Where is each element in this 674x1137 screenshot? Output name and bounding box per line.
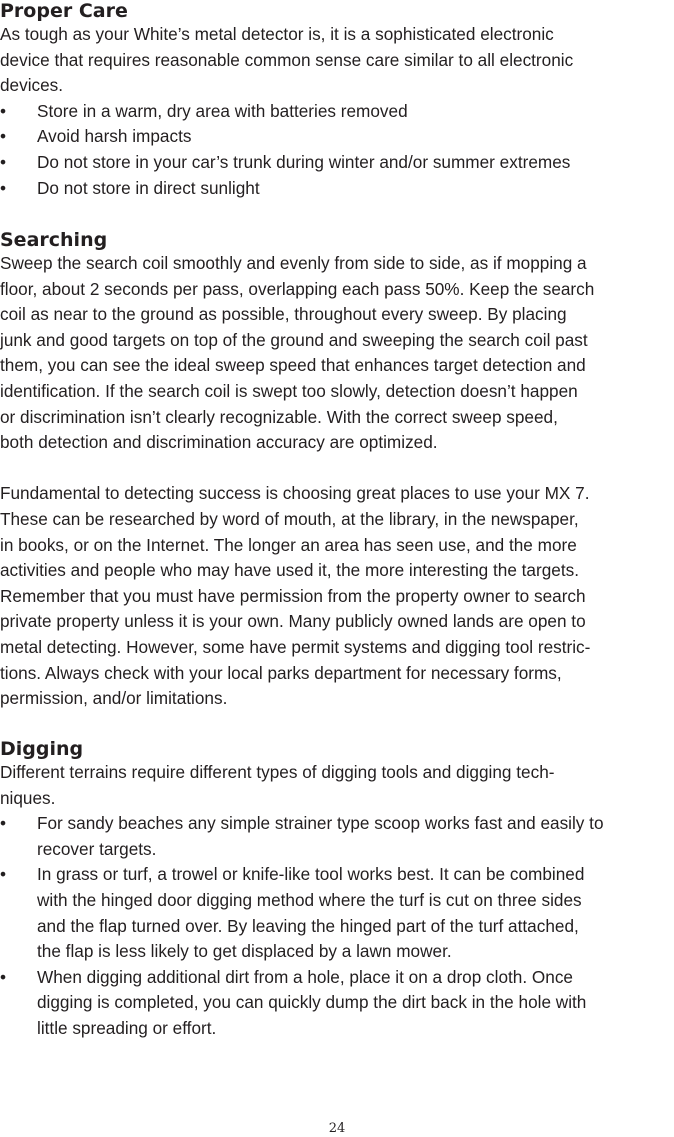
text-line: Different terrains require different types of digging tools and digging tech- xyxy=(0,762,555,782)
proper-care-list xyxy=(0,99,573,201)
list-item xyxy=(0,124,573,150)
list-item xyxy=(0,811,604,862)
text-line: device that requires reasonable common sense care similar to all electronic xyxy=(0,49,574,70)
bullet-icon: • xyxy=(0,966,7,987)
searching-paragraph-1 xyxy=(0,251,594,456)
text-line: identification. If the search coil is swept too slowly, detection doesn’t happen xyxy=(0,380,578,401)
list-item-text: with the hinged door digging method where the turf is cut on three sides xyxy=(37,889,582,910)
list-item-text: Avoid harsh impacts xyxy=(37,126,192,147)
digging-intro xyxy=(0,760,604,811)
searching-heading: Searching xyxy=(0,229,108,251)
list-item-text: When digging additional dirt from a hole, place it on a drop cloth. Once xyxy=(37,966,573,987)
bullet-icon: • xyxy=(0,864,7,885)
text-line: These can be researched by word of mouth, at the library, in the newspaper, xyxy=(0,508,579,529)
text-line: devices. xyxy=(0,75,64,96)
text-line: metal detecting. However, some have permit systems and digging tool restric- xyxy=(0,636,591,657)
searching-paragraph-2 xyxy=(0,481,594,711)
digging-section xyxy=(0,738,604,1042)
text-line: niques. xyxy=(0,787,56,808)
list-item-text: digging is completed, you can quickly dump the dirt back in the hole with xyxy=(37,992,587,1013)
page-number: 24 xyxy=(328,1121,346,1136)
text-line: As tough as your White’s metal detector is, it is a sophisticated electronic xyxy=(0,24,554,44)
list-item-text: the flap is less likely to get displaced by a lawn mower. xyxy=(37,941,452,962)
text-line: coil as near to the ground as possible, throughout every sweep. By placing xyxy=(0,304,567,325)
list-item xyxy=(0,965,604,1042)
list-item xyxy=(0,176,573,202)
text-line: Fundamental to detecting success is choosing great places to use your MX 7. xyxy=(0,483,590,504)
searching-section xyxy=(0,229,594,712)
list-item-text: For sandy beaches any simple strainer type scoop works fast and easily to xyxy=(37,813,604,834)
proper-care-intro xyxy=(0,22,573,99)
list-item-text: little spreading or effort. xyxy=(37,1017,217,1038)
proper-care-section xyxy=(0,0,573,201)
bullet-icon: • xyxy=(0,813,7,834)
list-item-text: and the flap turned over. By leaving the hinged part of the turf attached, xyxy=(37,915,579,936)
list-item-text: In grass or turf, a trowel or knife-like tool works best. It can be combined xyxy=(37,864,585,885)
text-line: floor, about 2 seconds per pass, overlapping each pass 50%. Keep the search xyxy=(0,278,595,299)
list-item-text: Do not store in direct sunlight xyxy=(37,177,260,198)
list-item-text: recover targets. xyxy=(37,838,157,859)
text-line: activities and people who may have used it, the more interesting the targets. xyxy=(0,560,579,581)
digging-heading: Digging xyxy=(0,738,84,760)
text-line: both detection and discrimination accuracy are optimized. xyxy=(0,432,438,453)
list-item xyxy=(0,862,604,964)
text-line: them, you can see the ideal sweep speed that enhances target detection and xyxy=(0,355,586,376)
list-item xyxy=(0,150,573,176)
text-line: Remember that you must have permission from the property owner to search xyxy=(0,585,586,606)
bullet-icon: • xyxy=(0,177,7,198)
text-line: junk and good targets on top of the ground and sweeping the search coil past xyxy=(0,329,588,350)
list-item-text: Store in a warm, dry area with batteries removed xyxy=(37,100,408,121)
bullet-icon: • xyxy=(0,126,7,147)
text-line: tions. Always check with your local parks department for necessary forms, xyxy=(0,662,562,683)
bullet-icon: • xyxy=(0,100,7,121)
text-line: Sweep the search coil smoothly and evenly from side to side, as if mopping a xyxy=(0,253,587,273)
text-line: or discrimination isn’t clearly recognizable. With the correct sweep speed, xyxy=(0,406,558,427)
digging-list xyxy=(0,811,604,1041)
bullet-icon: • xyxy=(0,151,7,172)
text-line: permission, and/or limitations. xyxy=(0,688,228,709)
list-item-text: Do not store in your car’s trunk during winter and/or summer extremes xyxy=(37,151,571,172)
proper-care-heading: Proper Care xyxy=(0,0,128,22)
text-line: in books, or on the Internet. The longer an area has seen use, and the more xyxy=(0,534,577,555)
list-item xyxy=(0,99,573,125)
text-line: private property unless it is your own. Many publicly owned lands are open to xyxy=(0,611,586,632)
